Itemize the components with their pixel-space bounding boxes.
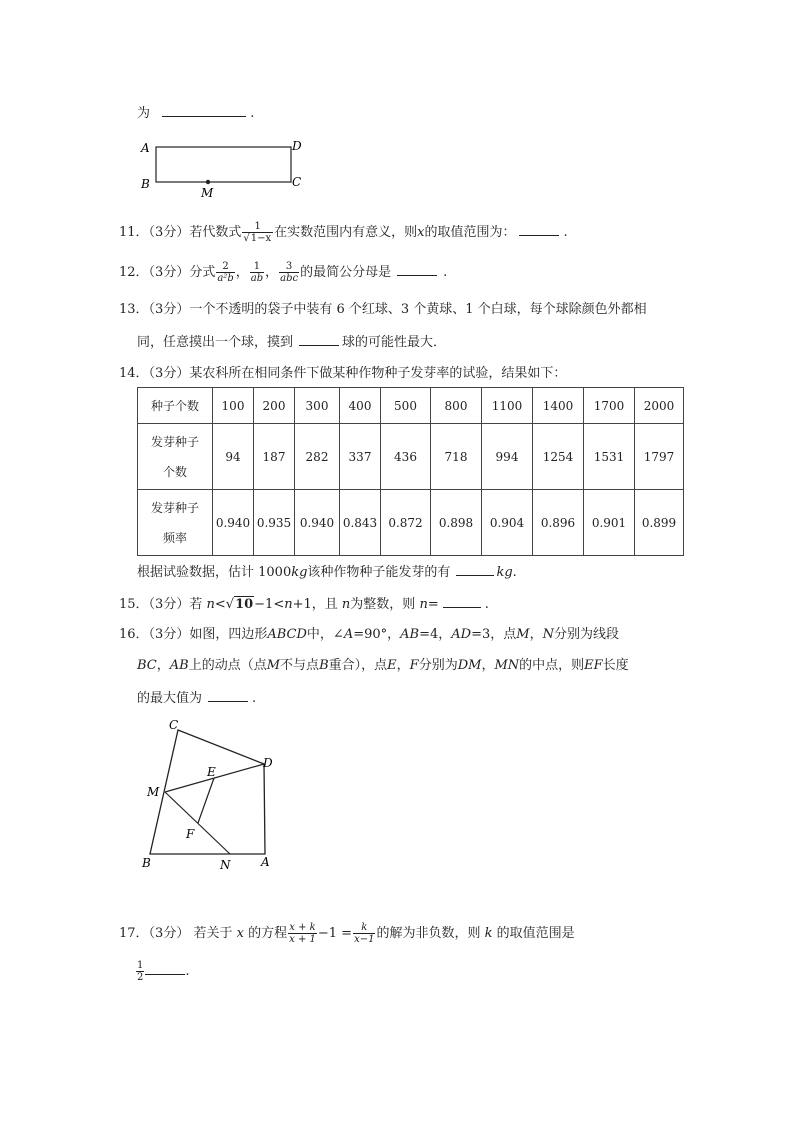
label-n: N <box>220 858 231 872</box>
table-cell: 1531 <box>584 424 635 490</box>
label-m: M <box>201 186 214 200</box>
table-cell: 0.843 <box>340 490 381 556</box>
answer-blank <box>397 263 437 276</box>
question-14: 14．（3分）某农科所在相同条件下做某种作物种子发芽率的试验，结果如下： <box>119 366 567 381</box>
label-a: A <box>261 855 270 869</box>
rectangle-abcd <box>156 147 291 182</box>
question-13-line2: 同，任意摸出一个球，摸到 球的可能性最大． <box>137 335 447 350</box>
quadrilateral-abcd <box>150 730 265 854</box>
segment-mn <box>165 792 230 854</box>
question-12: 12．（3分）分式 $\frac{2}{\text{a²b}}$ ， $\frac{1}{ab}$ ， $\frac{3}{\text{abc}}$ 的最简公分母是 . <box>119 261 448 284</box>
fraction-one-half: $\frac{1}{2}$ <box>137 960 144 983</box>
table-cell: 2000 <box>635 388 684 424</box>
quadrilateral-figure <box>138 712 288 874</box>
question-13-line1: 13．（3分）一个不透明的袋子中装有 6 个红球、3 个黄球、1 个白球，每个球除颜色外都相 <box>119 302 647 317</box>
question-16-line1: 16．（3分）如图，四边形ABCD中，∠A=90°，AB=4，AD=3，点M，N分别为线段 <box>119 627 619 642</box>
label-d: D <box>263 756 273 770</box>
table-cell: 0.898 <box>431 490 482 556</box>
fraction-2-a2b: $\frac{2}{\text{a²b}}$ <box>217 261 234 284</box>
table-cell: 436 <box>381 424 431 490</box>
table-cell: 0.904 <box>482 490 533 556</box>
label-m: M <box>147 785 160 799</box>
fraction-k-over-x-minus-1: $\frac{k}{x-1}$ <box>354 922 375 945</box>
table-cell: 1100 <box>482 388 533 424</box>
q10-line: 为 . <box>137 106 255 121</box>
table-cell: 800 <box>431 388 482 424</box>
question-16-line2: BC，AB上的动点（点M不与点B重合），点E，F分别为DM，MN的中点，则EF长度 <box>137 658 629 673</box>
segment-ef <box>198 778 214 823</box>
question-14-after: 根据试验数据，估计 1000kg该种作物种子能发芽的有 kg. <box>137 565 517 580</box>
answer-blank <box>145 962 185 975</box>
fraction-1-over-sqrt: $\frac{1}{√1-x}$ <box>243 221 272 244</box>
table-cell: 300 <box>295 388 340 424</box>
table-cell: 100 <box>213 388 254 424</box>
table-cell: 1254 <box>533 424 584 490</box>
row-label: 种子个数 <box>138 388 213 424</box>
label-b: B <box>141 177 150 191</box>
fraction-x-plus-k: $\frac{x + k}{x + 1}$ <box>289 922 316 945</box>
table-cell: 94 <box>213 424 254 490</box>
table-cell: 1797 <box>635 424 684 490</box>
point-m <box>206 180 210 184</box>
answer-blank <box>519 223 559 236</box>
rectangle-figure <box>138 138 308 200</box>
table-cell: 0.872 <box>381 490 431 556</box>
label-a: A <box>141 141 150 155</box>
fraction-3-abc: $\frac{3}{\text{abc}}$ <box>280 261 299 284</box>
label-c: C <box>292 175 302 189</box>
table-cell: 282 <box>295 424 340 490</box>
table-cell: 0.896 <box>533 490 584 556</box>
table-row-counts <box>138 388 684 424</box>
question-11: 11．（3分）若代数式 $\frac{1}{√1-x}$ 在实数范围内有意义，则x的取值范围为： . <box>119 221 568 244</box>
question-16-line3: 的最大值为 . <box>137 691 257 706</box>
table-cell: 0.935 <box>254 490 295 556</box>
answer-blank <box>208 689 248 702</box>
table-cell: 500 <box>381 388 431 424</box>
table-cell: 187 <box>254 424 295 490</box>
table-row-frequency <box>138 490 684 556</box>
label-b: B <box>142 856 151 870</box>
fraction-1-ab: $\frac{1}{ab}$ <box>250 261 264 284</box>
table-cell: 994 <box>482 424 533 490</box>
table-cell: 337 <box>340 424 381 490</box>
label-e: E <box>207 765 216 779</box>
answer-blank <box>456 563 494 576</box>
table-cell: 400 <box>340 388 381 424</box>
answer-blank <box>162 104 246 117</box>
table-cell: 0.901 <box>584 490 635 556</box>
question-17-answer: $\frac{1}{2}$ . <box>137 960 190 983</box>
question-17: 17．（3分） 若关于 x 的方程 $\frac{x + k}{x + 1}$ −1 = $\frac{k}{x-1}$ 的解为非负数，则 k 的取值范围是 <box>119 922 575 945</box>
table-cell: 0.899 <box>635 490 684 556</box>
answer-blank <box>443 595 481 608</box>
table-cell: 200 <box>254 388 295 424</box>
label-f: F <box>186 827 195 841</box>
table-cell: 0.940 <box>295 490 340 556</box>
germination-table <box>137 387 684 556</box>
label-c: C <box>169 718 179 732</box>
row-label: 发芽种子 个数 <box>138 424 213 490</box>
table-cell: 1700 <box>584 388 635 424</box>
question-15: 15．（3分）若 n<√10−1<n+1，且 n为整数，则 n= . <box>119 597 489 612</box>
label-d: D <box>292 139 302 153</box>
answer-blank <box>299 333 339 346</box>
table-cell: 718 <box>431 424 482 490</box>
table-cell: 1400 <box>533 388 584 424</box>
row-label: 发芽种子 频率 <box>138 490 213 556</box>
table-cell: 0.940 <box>213 490 254 556</box>
table-row-germinated <box>138 424 684 490</box>
